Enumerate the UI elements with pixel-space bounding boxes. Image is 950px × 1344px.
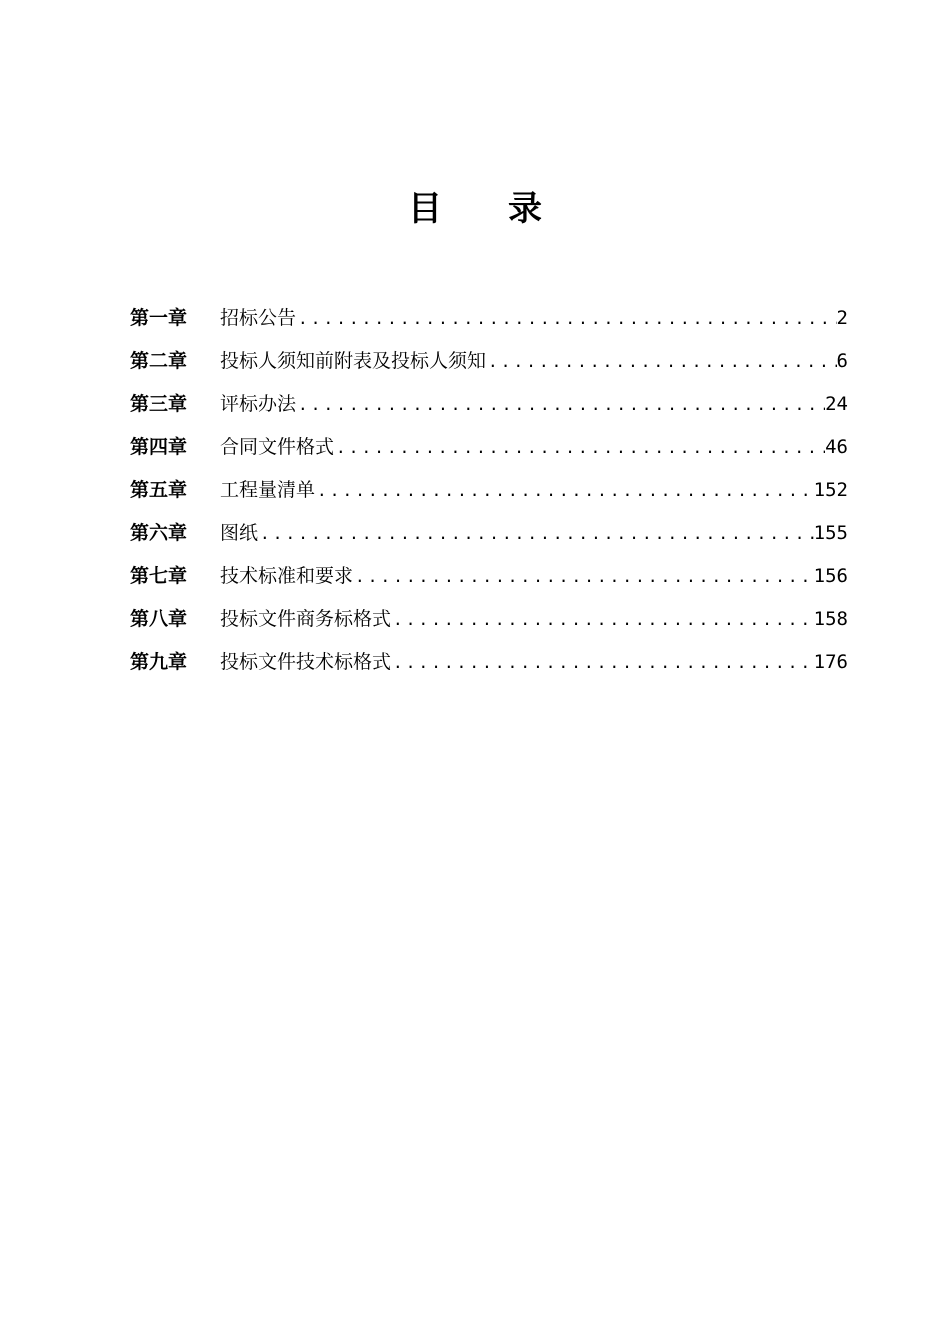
- chapter-number: 第一章: [130, 307, 188, 329]
- toc-entry-chapter-8[interactable]: [130, 598, 848, 641]
- page-number: 2: [836, 307, 848, 329]
- chapter-title: 技术标准和要求: [220, 565, 354, 587]
- page-number: 158: [813, 608, 848, 630]
- dot-leader: [296, 383, 825, 426]
- dot-leader: [391, 641, 814, 684]
- page-number: 176: [813, 651, 848, 673]
- toc-title-char-1: 目: [408, 189, 442, 229]
- chapter-number: 第九章: [130, 651, 188, 673]
- page-number: 6: [836, 350, 848, 372]
- toc-title: [0, 186, 950, 232]
- toc-entry-chapter-5[interactable]: [130, 469, 848, 512]
- chapter-title: 投标文件技术标格式: [220, 651, 392, 673]
- chapter-title: 招标公告: [220, 307, 297, 329]
- page-number: 155: [813, 522, 848, 544]
- chapter-title: 图纸: [220, 522, 259, 544]
- toc-entry-chapter-1[interactable]: [130, 297, 848, 340]
- page-number: 24: [825, 393, 848, 415]
- toc-entry-chapter-6[interactable]: [130, 512, 848, 555]
- toc-list: [130, 297, 848, 684]
- page-number: 46: [825, 436, 848, 458]
- dot-leader: [334, 426, 825, 469]
- toc-entry-chapter-9[interactable]: [130, 641, 848, 684]
- toc-entry-chapter-2[interactable]: [130, 340, 848, 383]
- dot-leader: [296, 297, 837, 340]
- chapter-number: 第二章: [130, 350, 188, 372]
- toc-entry-chapter-7[interactable]: [130, 555, 848, 598]
- chapter-title: 投标人须知前附表及投标人须知: [220, 350, 487, 372]
- dot-leader: [315, 469, 814, 512]
- toc-title-char-2: 录: [508, 189, 542, 229]
- chapter-number: 第四章: [130, 436, 188, 458]
- dot-leader: [258, 512, 814, 555]
- chapter-title: 合同文件格式: [220, 436, 335, 458]
- chapter-title: 评标办法: [220, 393, 297, 415]
- chapter-number: 第六章: [130, 522, 188, 544]
- page-number: 156: [813, 565, 848, 587]
- chapter-number: 第八章: [130, 608, 188, 630]
- page-number: 152: [813, 479, 848, 501]
- chapter-number: 第七章: [130, 565, 188, 587]
- chapter-number: 第五章: [130, 479, 188, 501]
- chapter-title: 投标文件商务标格式: [220, 608, 392, 630]
- dot-leader: [486, 340, 837, 383]
- chapter-title: 工程量清单: [220, 479, 316, 501]
- toc-entry-chapter-3[interactable]: [130, 383, 848, 426]
- toc-entry-chapter-4[interactable]: [130, 426, 848, 469]
- dot-leader: [353, 555, 814, 598]
- chapter-number: 第三章: [130, 393, 188, 415]
- dot-leader: [391, 598, 814, 641]
